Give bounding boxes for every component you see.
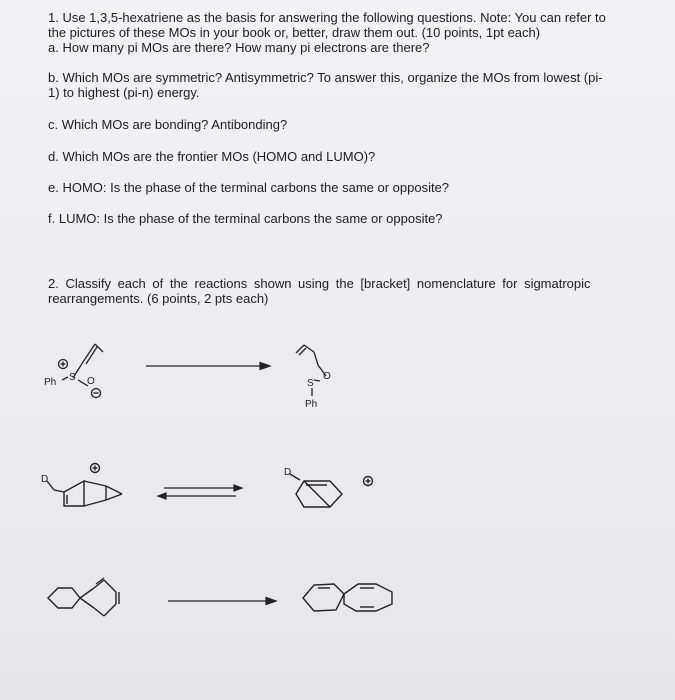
q1-part-d: d. Which MOs are the frontier MOs (HOMO and LUMO)? [48, 149, 376, 164]
reaction-1-reactant [59, 344, 104, 398]
reaction-2-product [290, 474, 373, 507]
q1-part-b-line-1: b. Which MOs are symmetric? Antisymmetric? To answer this, organize the MOs from lowest (pi- [48, 70, 603, 85]
product-o-label: O [323, 371, 331, 382]
reaction-2-reactant-d-label: D [41, 474, 49, 485]
reactant-o-label: O [87, 376, 95, 387]
q1-part-c: c. Which MOs are bonding? Antibonding? [48, 117, 288, 132]
reaction-2-equilibrium-arrows [158, 485, 242, 499]
q1-part-b-line-2: 1) to highest (pi-n) energy. [48, 85, 200, 100]
reaction-2-reactant [47, 464, 122, 507]
q2-text-line-1: 2. Classify each of the reactions shown using the [bracket] nomenclature for sigmatropic [48, 276, 591, 291]
product-s-label: S [307, 378, 314, 389]
q1-part-a: a. How many pi MOs are there? How many pi electrons are there? [48, 40, 430, 55]
q2-text-line-2: rearrangements. (6 points, 2 pts each) [48, 291, 269, 306]
reactant-s-label: S [69, 372, 76, 383]
q1-part-e: e. HOMO: Is the phase of the terminal carbons the same or opposite? [48, 180, 450, 195]
reaction-3-product [303, 584, 392, 611]
reaction-3-reactant [48, 578, 119, 616]
q1-part-f: f. LUMO: Is the phase of the terminal carbons the same or opposite? [48, 211, 443, 226]
reaction-3-arrow [168, 598, 276, 605]
q1-text-line-2: the pictures of these MOs in your book or, better, draw them out. (10 points, 1pt each) [48, 25, 541, 40]
q1-text-line-1: 1. Use 1,3,5-hexatriene as the basis for answering the following questions. Note: You can refer to [48, 10, 606, 25]
reaction-2-product-d-label: D [284, 467, 292, 478]
reaction-1-arrow [146, 363, 270, 370]
product-ph-label: Ph [305, 399, 318, 410]
reactant-ph-label: Ph [44, 377, 57, 388]
